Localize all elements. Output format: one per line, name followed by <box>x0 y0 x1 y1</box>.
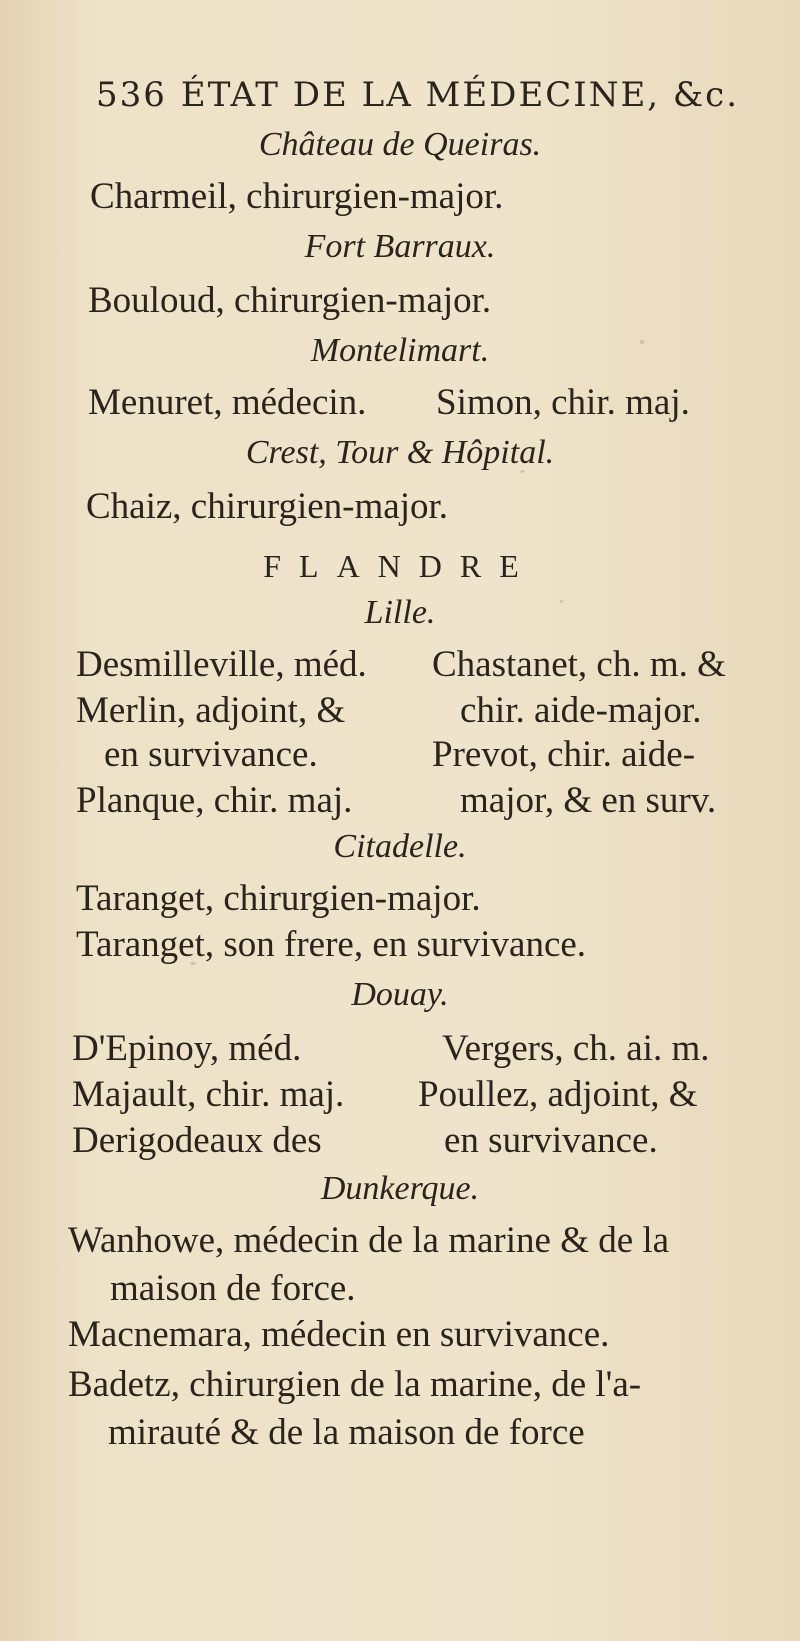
entry-simon: Simon, chir. maj. <box>436 382 690 423</box>
douay-right-line: en survivance. <box>444 1120 658 1161</box>
dunkerque-line: Badetz, chirurgien de la marine, de l'a- <box>68 1364 642 1405</box>
section-heading-fort-barraux: Fort Barraux. <box>304 228 496 265</box>
section-heading-chateau-queiras: Château de Queiras. <box>258 126 542 163</box>
page-number: 536 <box>96 75 167 115</box>
entry-charmeil: Charmeil, chirurgien-major. <box>90 176 504 217</box>
dunkerque-line: mirauté & de la maison de force <box>108 1412 585 1453</box>
foxing-spot <box>640 340 644 344</box>
entry-menuret: Menuret, médecin. <box>88 382 367 423</box>
lille-left-line: Merlin, adjoint, & <box>76 690 346 731</box>
douay-left-line: Majault, chir. maj. <box>72 1074 345 1115</box>
dunkerque-line: maison de force. <box>110 1268 356 1309</box>
citadelle-entry: Taranget, chirurgien-major. <box>76 878 481 919</box>
lille-left-line: Desmilleville, méd. <box>76 644 367 685</box>
foxing-spot <box>560 600 563 603</box>
lille-left-line: Planque, chir. maj. <box>76 780 353 821</box>
section-heading-lille: Lille. <box>364 594 436 631</box>
dunkerque-line: Macnemara, médecin en survivance. <box>68 1314 610 1355</box>
douay-left-line: D'Epinoy, méd. <box>72 1028 302 1069</box>
lille-left-line: en survivance. <box>104 734 318 775</box>
lille-right-line: Prevot, chir. aide- <box>432 734 696 775</box>
douay-right-line: Poullez, adjoint, & <box>418 1074 698 1115</box>
section-heading-montelimart: Montelimart. <box>310 332 490 369</box>
citadelle-entry: Taranget, son frere, en survivance. <box>76 924 587 965</box>
section-heading-dunkerque: Dunkerque. <box>320 1170 480 1207</box>
entry-bouloud: Bouloud, chirurgien-major. <box>88 280 492 321</box>
lille-right-line: chir. aide-major. <box>460 690 702 731</box>
douay-left-line: Derigodeaux des <box>72 1120 322 1161</box>
foxing-spot <box>520 470 525 473</box>
dunkerque-line: Wanhowe, médecin de la marine & de la <box>68 1220 670 1261</box>
foxing-spot <box>190 962 196 965</box>
douay-right-line: Vergers, ch. ai. m. <box>442 1028 710 1069</box>
running-header <box>96 75 740 115</box>
region-heading-flandre: FLANDRE <box>263 548 537 584</box>
lille-right-line: Chastanet, ch. m. & <box>432 644 726 685</box>
section-heading-crest: Crest, Tour & Hôpital. <box>245 434 555 471</box>
running-title: ÉTAT DE LA MÉDECINE, &c. <box>180 75 740 115</box>
section-heading-douay: Douay. <box>351 976 449 1013</box>
section-heading-citadelle: Citadelle. <box>333 828 467 865</box>
lille-right-line: major, & en surv. <box>460 780 717 821</box>
entry-chaiz: Chaiz, chirurgien-major. <box>86 486 449 527</box>
